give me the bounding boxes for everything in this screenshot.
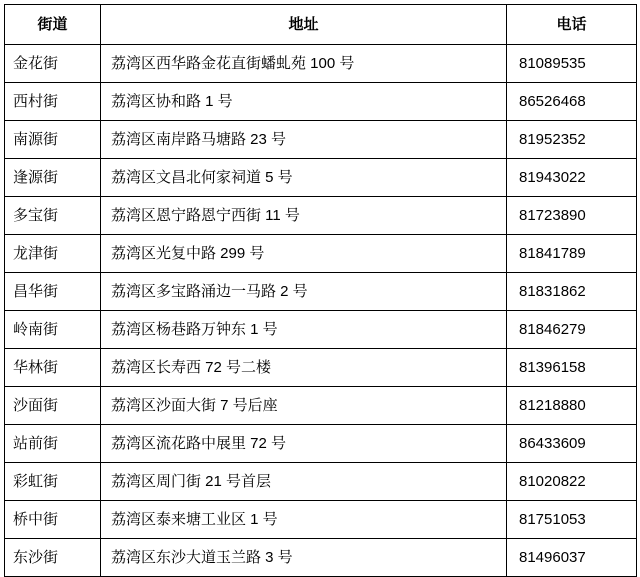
cell-phone: 81841789 [507,235,637,273]
cell-address: 荔湾区文昌北何家祠道 5 号 [101,159,507,197]
column-header-address: 地址 [101,5,507,45]
table-row [5,235,637,273]
table-header-row [5,5,637,45]
cell-street: 站前街 [5,425,101,463]
cell-phone: 81496037 [507,539,637,577]
cell-address: 荔湾区长寿西 72 号二楼 [101,349,507,387]
cell-street: 桥中街 [5,501,101,539]
cell-address: 荔湾区泰来塘工业区 1 号 [101,501,507,539]
cell-phone: 81396158 [507,349,637,387]
cell-street: 彩虹街 [5,463,101,501]
table-row [5,349,637,387]
cell-phone: 81831862 [507,273,637,311]
table-row [5,539,637,577]
cell-street: 逢源街 [5,159,101,197]
cell-street: 华林街 [5,349,101,387]
table-row [5,273,637,311]
cell-phone: 81020822 [507,463,637,501]
cell-street: 东沙街 [5,539,101,577]
cell-phone: 81723890 [507,197,637,235]
table-row [5,197,637,235]
cell-street: 岭南街 [5,311,101,349]
cell-street: 龙津街 [5,235,101,273]
cell-phone: 86526468 [507,83,637,121]
cell-street: 昌华街 [5,273,101,311]
cell-address: 荔湾区流花路中展里 72 号 [101,425,507,463]
street-directory-table [4,4,637,577]
cell-street: 西村街 [5,83,101,121]
table-header [5,5,637,45]
cell-phone: 86433609 [507,425,637,463]
cell-phone: 81218880 [507,387,637,425]
cell-address: 荔湾区东沙大道玉兰路 3 号 [101,539,507,577]
cell-address: 荔湾区光复中路 299 号 [101,235,507,273]
cell-phone: 81952352 [507,121,637,159]
cell-street: 沙面街 [5,387,101,425]
table-row [5,83,637,121]
cell-address: 荔湾区西华路金花直街蟠虬苑 100 号 [101,45,507,83]
table-body [5,45,637,577]
cell-phone: 81751053 [507,501,637,539]
cell-phone: 81943022 [507,159,637,197]
cell-address: 荔湾区恩宁路恩宁西街 11 号 [101,197,507,235]
cell-street: 多宝街 [5,197,101,235]
cell-address: 荔湾区南岸路马塘路 23 号 [101,121,507,159]
cell-address: 荔湾区沙面大街 7 号后座 [101,387,507,425]
table-row [5,425,637,463]
table-row [5,121,637,159]
table-row [5,463,637,501]
column-header-street: 街道 [5,5,101,45]
cell-address: 荔湾区协和路 1 号 [101,83,507,121]
cell-street: 金花街 [5,45,101,83]
table-row [5,45,637,83]
cell-address: 荔湾区多宝路涌边一马路 2 号 [101,273,507,311]
table-row [5,501,637,539]
cell-phone: 81089535 [507,45,637,83]
table-row [5,311,637,349]
cell-address: 荔湾区周门街 21 号首层 [101,463,507,501]
table-row [5,387,637,425]
cell-phone: 81846279 [507,311,637,349]
cell-street: 南源街 [5,121,101,159]
cell-address: 荔湾区杨巷路万钟东 1 号 [101,311,507,349]
table-row [5,159,637,197]
column-header-phone: 电话 [507,5,637,45]
